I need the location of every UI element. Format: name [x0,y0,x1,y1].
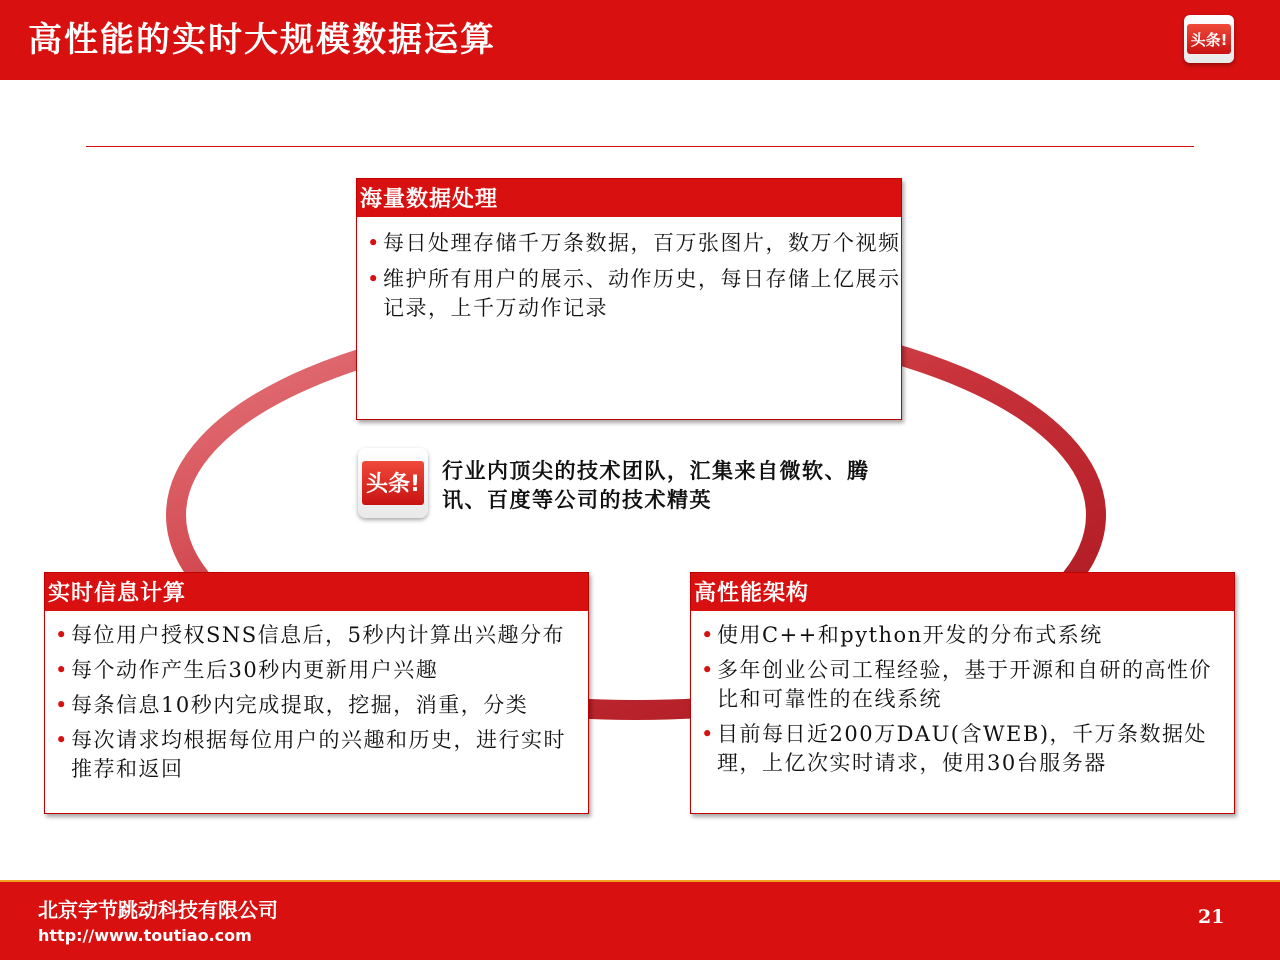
logo-text: 头条! [362,461,424,504]
list-item: • 每个动作产生后30秒内更新用户兴趣 [45,656,588,685]
logo-text: 头条! [1187,24,1231,54]
list-item: • 每日处理存储千万条数据，百万张图片，数万个视频 [357,229,901,258]
architecture-title: 高性能架构 [691,573,1234,611]
realtime-title: 实时信息计算 [45,573,588,611]
list-item: • 多年创业公司工程经验，基于开源和自研的高性价比和可靠性的在线系统 [691,656,1234,714]
company-name: 北京字节跳动科技有限公司 [38,898,278,922]
slide-title: 高性能的实时大规模数据运算 [28,20,496,60]
team-description: 行业内顶尖的技术团队，汇集来自微软、腾讯、百度等公司的技术精英 [442,458,870,512]
realtime-list [45,611,588,784]
list-item: • 目前每日近200万DAU(含WEB)，千万条数据处理，上亿次实时请求，使用30台服务器 [691,720,1234,778]
mass-data-list [357,217,901,323]
mass-data-box [356,178,902,420]
list-item: • 每位用户授权SNS信息后，5秒内计算出兴趣分布 [45,621,588,650]
website-link[interactable]: http://www.toutiao.com [38,926,252,945]
list-item: • 每次请求均根据每位用户的兴趣和历史，进行实时推荐和返回 [45,726,588,784]
list-item: • 每条信息10秒内完成提取，挖掘，消重，分类 [45,691,588,720]
list-item: • 维护所有用户的展示、动作历史，每日存储上亿展示记录，上千万动作记录 [357,265,901,323]
footer-stripe [0,880,1280,882]
architecture-box [690,572,1235,814]
realtime-box [44,572,589,814]
page-number: 21 [1198,906,1225,928]
toutiao-logo-icon [358,448,428,518]
mass-data-title: 海量数据处理 [357,179,901,217]
list-item: • 使用C++和python开发的分布式系统 [691,621,1234,650]
architecture-list [691,611,1234,778]
